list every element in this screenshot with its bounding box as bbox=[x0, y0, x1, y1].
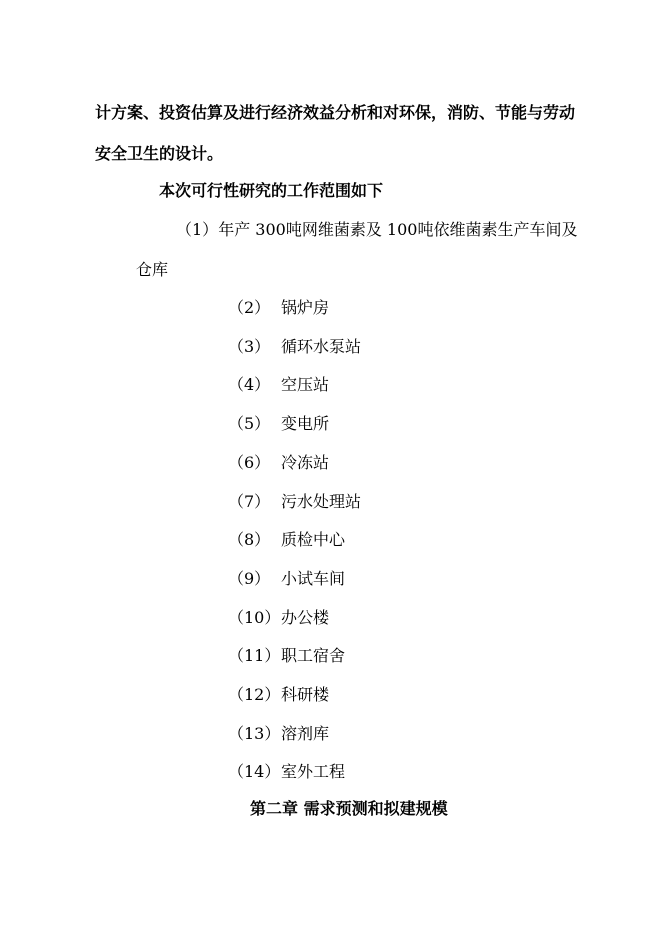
list-item-1 bbox=[176, 220, 577, 240]
scope-intro: 本次可行性研究的工作范围如下 bbox=[159, 181, 384, 200]
list-item-text: 室外工程 bbox=[281, 762, 346, 781]
list-item-text: 小试车间 bbox=[281, 569, 346, 588]
list-item-number: （6） bbox=[228, 453, 271, 472]
list-item-text: 年产 300吨网维菌素及 100吨依维菌素生产车间及 bbox=[218, 220, 578, 239]
list-item-number: （12） bbox=[228, 685, 281, 704]
list-item-text: 锅炉房 bbox=[281, 298, 330, 317]
list-item-number: （2） bbox=[228, 298, 271, 317]
list-item-text: 溶剂库 bbox=[281, 724, 330, 743]
list-item-number: （1） bbox=[176, 220, 219, 239]
list-item-text: 变电所 bbox=[281, 414, 330, 433]
list-item-text: 科研楼 bbox=[281, 685, 330, 704]
list-item-text: 污水处理站 bbox=[281, 492, 362, 511]
list-item-number: （3） bbox=[228, 337, 271, 356]
list-item-number: （10） bbox=[228, 608, 281, 627]
chapter-heading: 第二章 需求预测和拟建规模 bbox=[250, 799, 448, 818]
list-item-number: （13） bbox=[228, 724, 281, 743]
list-item-number: （14） bbox=[228, 762, 281, 781]
list-item-text: 职工宿舍 bbox=[281, 646, 346, 665]
list-item-text: 办公楼 bbox=[281, 608, 330, 627]
list-item-number: （11） bbox=[228, 646, 281, 665]
list-item-number: （5） bbox=[228, 414, 271, 433]
paragraph-line-2: 安全卫生的设计。 bbox=[95, 144, 224, 163]
list-item-number: （8） bbox=[228, 530, 271, 549]
list-item-text: 冷冻站 bbox=[281, 453, 330, 472]
list-item-text: 空压站 bbox=[281, 375, 330, 394]
list-item-number: （7） bbox=[228, 492, 271, 511]
paragraph-line-1: 计方案、投资估算及进行经济效益分析和对环保，消防、节能与劳动 bbox=[95, 103, 576, 122]
list-item-1-continuation: 仓库 bbox=[136, 260, 169, 279]
list-item-number: （9） bbox=[228, 569, 271, 588]
list-item-text: 循环水泵站 bbox=[281, 337, 362, 356]
list-item-number: （4） bbox=[228, 375, 271, 394]
list-item-text: 质检中心 bbox=[281, 530, 346, 549]
